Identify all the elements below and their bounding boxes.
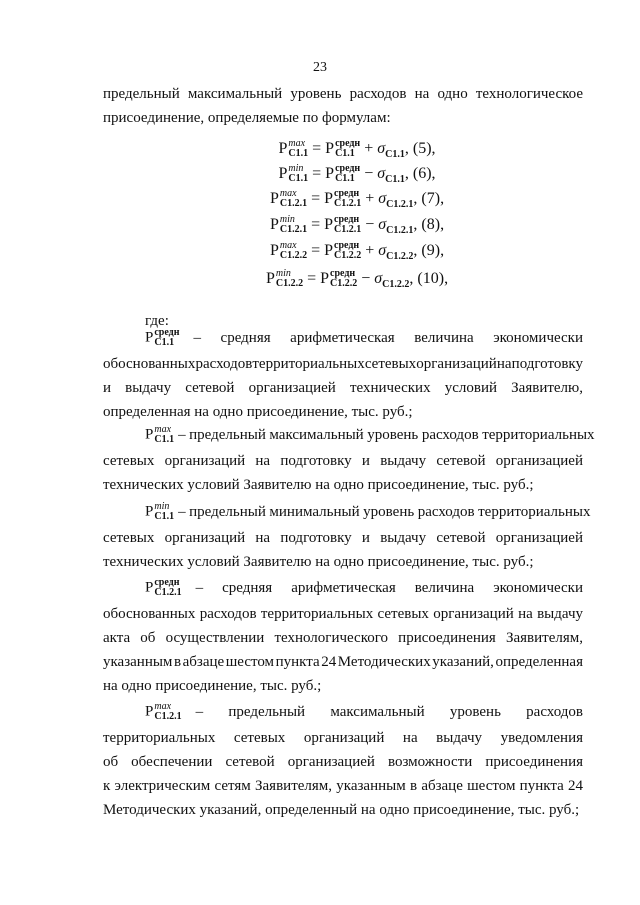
definition-line: обоснованных расходов территориальных сетевых организаций на выдачу bbox=[103, 606, 583, 622]
definition-line: Методических указаний, определенный на одно присоединение, тыс. руб.; bbox=[103, 802, 580, 818]
superscript: средн bbox=[334, 240, 360, 252]
definition-line: технических условий Заявителю на одно присоединение, тыс. руб.; bbox=[103, 477, 534, 493]
formula: Р min C1.2.2 = Р средн C1.2.2 − $\sigma_{C1.2.2}$, (10), bbox=[265, 268, 449, 291]
definition-text: – средняя арифметическая величина экономически bbox=[195, 580, 583, 596]
page-number: 23 bbox=[313, 60, 327, 75]
subscript: C1.2.1 bbox=[279, 198, 308, 210]
operator: − bbox=[361, 270, 371, 287]
formula-number: , (6), bbox=[404, 165, 436, 182]
formula-number: , (10), bbox=[409, 270, 449, 287]
definition-line: акта об осуществлении технологического присоединения Заявителям, bbox=[103, 630, 583, 646]
subscript: C1.1 bbox=[154, 434, 175, 445]
sigma: $\sigma_{C1.2.1}$ bbox=[378, 216, 414, 237]
superscript: средн bbox=[334, 214, 360, 226]
subscript: C1.2.1 bbox=[279, 224, 308, 236]
subscript: C1.2.1 bbox=[334, 198, 362, 210]
sigma-subscript: C1.2.2 bbox=[386, 251, 414, 263]
definition-line: к электрическим сетям Заявителям, указанным в абзаце шестом пункта 24 bbox=[103, 778, 583, 794]
definition-first-line bbox=[145, 327, 584, 349]
p-symbol: Р max C1.2.1 bbox=[145, 701, 182, 722]
intro-line: предельный максимальный уровень расходов на одно технологическое bbox=[103, 86, 583, 102]
superscript: max bbox=[154, 701, 172, 712]
sigma: $\sigma_{C1.1}$ bbox=[377, 165, 405, 186]
p-symbol: Р средн C1.2.2 bbox=[324, 240, 362, 262]
where-label: где: bbox=[145, 313, 169, 329]
intro-line: присоединение, определяемые по формулам: bbox=[103, 110, 391, 126]
formula: Р min C1.1 = Р средн C1.1 − $\sigma_{C1.1}$, (6), bbox=[278, 163, 436, 186]
operator: − bbox=[365, 216, 375, 233]
p-symbol: Р средн C1.2.1 bbox=[324, 214, 362, 236]
definition-text: – средняя арифметическая величина экономически bbox=[193, 330, 583, 346]
definition-first-line bbox=[145, 701, 584, 723]
superscript: средн bbox=[335, 138, 361, 150]
superscript: max bbox=[279, 188, 297, 200]
definition-text: – предельный максимальный уровень расходов территориальных bbox=[178, 427, 595, 443]
sigma: $\sigma_{C1.2.1}$ bbox=[378, 190, 414, 211]
superscript: средн bbox=[330, 268, 356, 280]
p-symbol: Р max C1.2.1 bbox=[269, 188, 308, 210]
definition-line: обоснованных расходов территориальных сетевых организаций на подготовку bbox=[103, 356, 583, 372]
definition-text: – предельный максимальный уровень расходов bbox=[195, 704, 583, 720]
formula-number: , (8), bbox=[413, 216, 445, 233]
p-symbol: Р max C1.1 bbox=[145, 424, 175, 445]
p-symbol: Р средн C1.2.1 bbox=[324, 188, 362, 210]
operator: + bbox=[365, 190, 375, 207]
formula-number: , (7), bbox=[413, 190, 445, 207]
p-symbol: Р средн C1.2.2 bbox=[320, 268, 358, 290]
p-symbol: Р средн C1.1 bbox=[145, 327, 180, 348]
subscript: C1.1 bbox=[154, 511, 175, 522]
subscript: C1.2.2 bbox=[334, 250, 362, 262]
subscript: C1.1 bbox=[154, 337, 175, 348]
definition-first-line bbox=[145, 501, 591, 523]
sigma-subscript: C1.2.1 bbox=[386, 199, 414, 211]
subscript: C1.1 bbox=[335, 148, 355, 160]
sigma-subscript: C1.2.1 bbox=[386, 225, 414, 237]
subscript: C1.2.1 bbox=[154, 711, 182, 722]
formula: Р max C1.1 = Р средн C1.1 + $\sigma_{C1.1}$, (5), bbox=[278, 138, 436, 161]
p-symbol: Р min C1.1 bbox=[145, 501, 175, 522]
p-symbol: Р max C1.1 bbox=[278, 138, 309, 160]
operator: + bbox=[364, 140, 374, 157]
definition-line: об обеспечении сетевой организацией возможности присоединения bbox=[103, 754, 583, 770]
sigma: $\sigma_{C1.1}$ bbox=[377, 140, 405, 161]
subscript: C1.2.1 bbox=[154, 587, 182, 598]
p-symbol: Р min C1.1 bbox=[278, 163, 309, 185]
formula: Р max C1.2.1 = Р средн C1.2.1 + $\sigma_{C1.2.1}$, (7), bbox=[269, 188, 445, 211]
p-symbol: Р min C1.2.1 bbox=[269, 214, 308, 236]
superscript: min bbox=[154, 501, 170, 512]
definition-line: на одно присоединение, тыс. руб.; bbox=[103, 678, 322, 694]
superscript: max bbox=[154, 424, 172, 435]
subscript: C1.2.1 bbox=[334, 224, 362, 236]
definition-first-line bbox=[145, 577, 584, 599]
sigma-subscript: C1.2.2 bbox=[382, 279, 410, 291]
superscript: средн bbox=[335, 163, 361, 175]
definition-first-line bbox=[145, 424, 595, 446]
superscript: max bbox=[279, 240, 297, 252]
superscript: средн bbox=[154, 327, 180, 338]
operator: + bbox=[365, 242, 375, 259]
definition-line: указанным в абзаце шестом пункта 24 Методических указаний, определенная bbox=[103, 654, 583, 670]
superscript: min bbox=[275, 268, 291, 280]
p-symbol: Р средн C1.1 bbox=[325, 163, 361, 185]
sigma-subscript: C1.1 bbox=[385, 174, 405, 186]
definition-line: сетевых организаций на подготовку и выдачу сетевой организацией bbox=[103, 453, 583, 469]
definition-text: – предельный минимальный уровень расходов территориальных bbox=[178, 504, 591, 520]
superscript: средн bbox=[154, 577, 180, 588]
p-symbol: Р min C1.2.2 bbox=[265, 268, 304, 290]
p-symbol: Р средн C1.2.1 bbox=[145, 577, 182, 598]
sigma: $\sigma_{C1.2.2}$ bbox=[374, 270, 410, 291]
superscript: min bbox=[279, 214, 295, 226]
definition-line: территориальных сетевых организаций на выдачу уведомления bbox=[103, 730, 583, 746]
sigma: $\sigma_{C1.2.2}$ bbox=[378, 242, 414, 263]
p-symbol: Р max C1.2.2 bbox=[269, 240, 308, 262]
formula-number: , (9), bbox=[413, 242, 445, 259]
operator: − bbox=[364, 165, 374, 182]
superscript: min bbox=[288, 163, 304, 175]
formula: Р min C1.2.1 = Р средн C1.2.1 − $\sigma_{C1.2.1}$, (8), bbox=[269, 214, 445, 237]
subscript: C1.1 bbox=[335, 173, 355, 185]
subscript: C1.2.2 bbox=[275, 278, 304, 290]
formula: Р max C1.2.2 = Р средн C1.2.2 + $\sigma_{C1.2.2}$, (9), bbox=[269, 240, 445, 263]
definition-line: определенная на одно присоединение, тыс. руб.; bbox=[103, 404, 413, 420]
p-symbol: Р средн C1.1 bbox=[325, 138, 361, 160]
formula-number: , (5), bbox=[404, 140, 436, 157]
definition-line: и выдачу сетевой организацией технических условий Заявителю, bbox=[103, 380, 583, 396]
subscript: C1.2.2 bbox=[279, 250, 308, 262]
sigma-subscript: C1.1 bbox=[385, 149, 405, 161]
subscript: C1.1 bbox=[288, 148, 309, 160]
superscript: max bbox=[288, 138, 306, 150]
subscript: C1.2.2 bbox=[330, 278, 358, 290]
definition-line: технических условий Заявителю на одно присоединение, тыс. руб.; bbox=[103, 554, 534, 570]
definition-line: сетевых организаций на подготовку и выдачу сетевой организацией bbox=[103, 530, 583, 546]
superscript: средн bbox=[334, 188, 360, 200]
subscript: C1.1 bbox=[288, 173, 309, 185]
